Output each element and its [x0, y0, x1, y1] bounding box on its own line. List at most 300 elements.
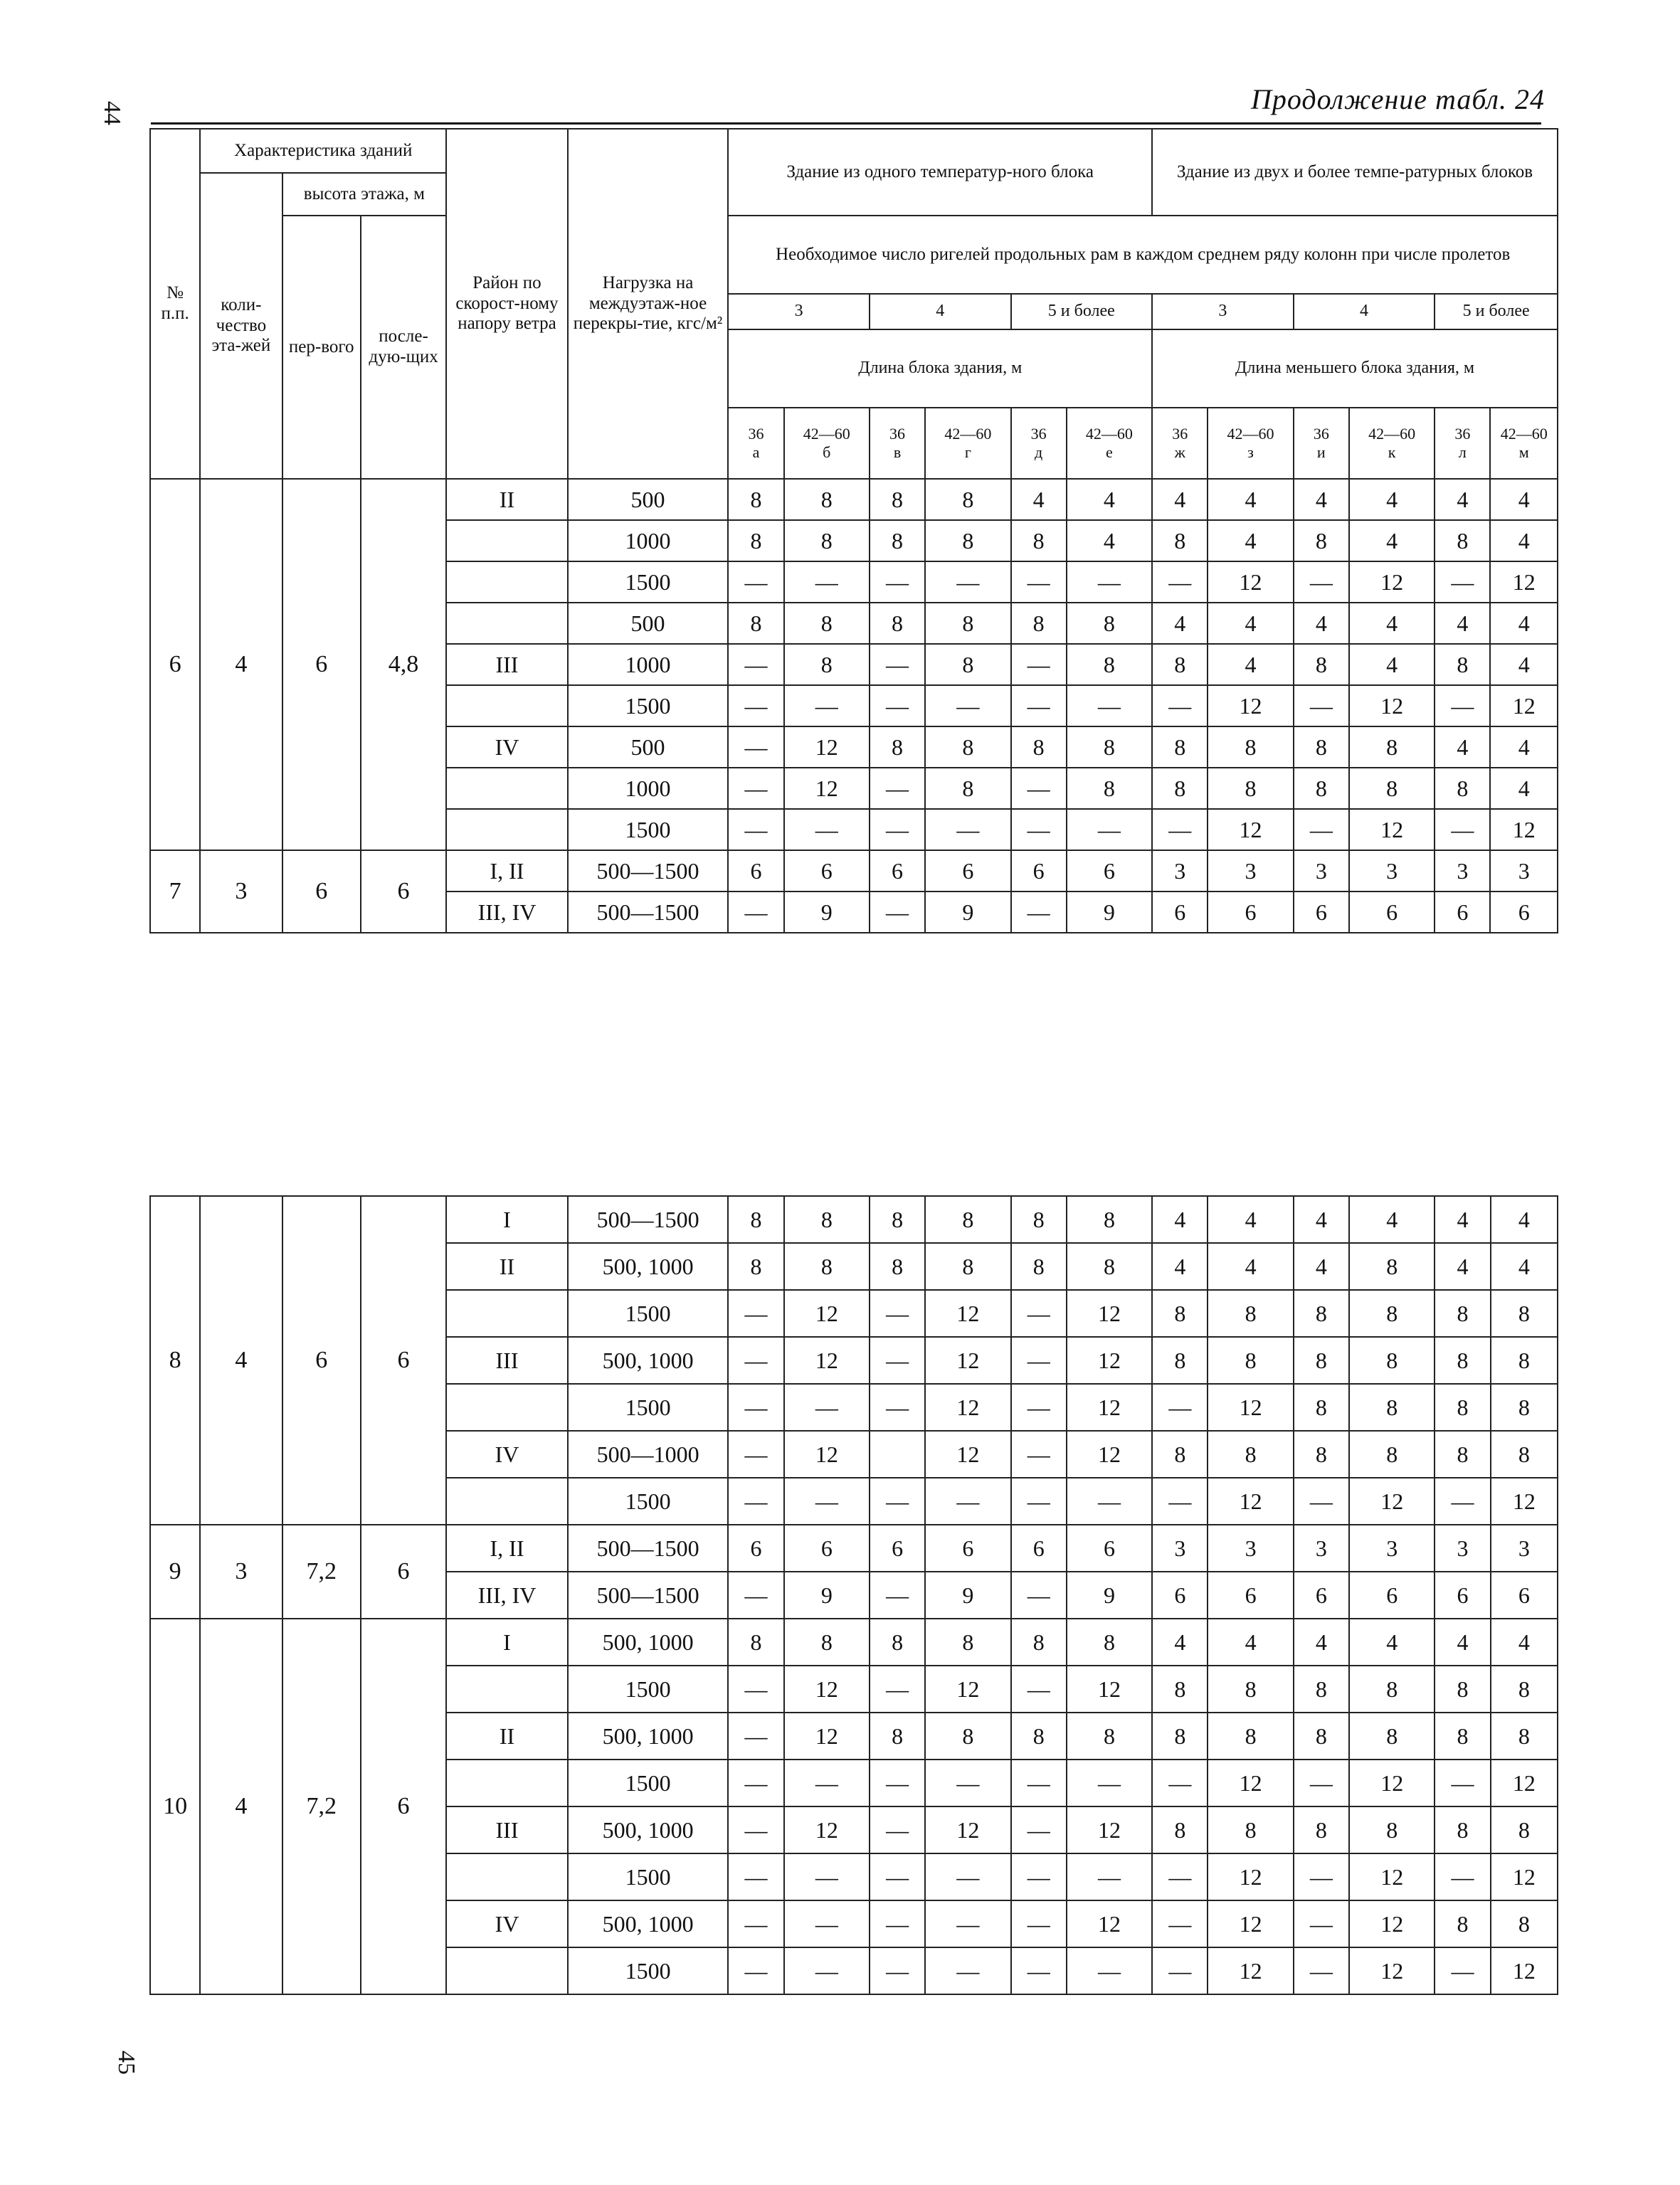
row-load: 1500: [568, 1290, 729, 1337]
header-block-length: Длина блока здания, м: [728, 329, 1152, 408]
row-floors: 4: [200, 1196, 282, 1525]
value-cell: 12: [784, 1666, 870, 1713]
row-region: III, IV: [446, 892, 568, 933]
value-cell: 4: [1294, 603, 1349, 644]
header-length: 36 д: [1011, 408, 1067, 479]
value-cell: 8: [1152, 520, 1208, 561]
value-cell: —: [870, 1337, 925, 1384]
row-first-height: 7,2: [282, 1525, 361, 1619]
value-cell: 4: [1208, 1196, 1293, 1243]
value-cell: —: [870, 1478, 925, 1525]
row-region: IV: [446, 1900, 568, 1947]
row-load: 1000: [568, 520, 729, 561]
value-cell: 8: [870, 1243, 925, 1290]
row-region: I, II: [446, 850, 568, 892]
value-cell: 8: [1208, 768, 1293, 809]
value-cell: —: [1011, 644, 1067, 685]
header-span: 4: [870, 294, 1011, 329]
value-cell: 8: [1294, 1337, 1349, 1384]
value-cell: 3: [1208, 850, 1293, 892]
row-region: [446, 520, 568, 561]
header-length: 42—60 г: [925, 408, 1010, 479]
value-cell: 8: [1349, 1384, 1435, 1431]
value-cell: 6: [1349, 892, 1435, 933]
value-cell: —: [1067, 1853, 1152, 1900]
value-cell: —: [1011, 1572, 1067, 1619]
value-cell: 8: [1011, 1243, 1067, 1290]
row-load: 1500: [568, 1947, 729, 1994]
value-cell: 3: [1491, 1525, 1558, 1572]
value-cell: —: [1152, 685, 1208, 726]
value-cell: —: [1152, 1900, 1208, 1947]
value-cell: 8: [728, 603, 783, 644]
row-region: I, II: [446, 1525, 568, 1572]
value-cell: —: [1294, 1947, 1349, 1994]
row-load: 500—1000: [568, 1431, 729, 1478]
header-length: 36 в: [870, 408, 925, 479]
value-cell: —: [1294, 1478, 1349, 1525]
row-load: 1000: [568, 768, 729, 809]
header-floors-count: коли-чество эта-жей: [200, 173, 282, 479]
value-cell: 8: [1294, 520, 1349, 561]
value-cell: —: [1067, 561, 1152, 603]
value-cell: 6: [1152, 1572, 1208, 1619]
page-number-bottom: 45: [113, 2051, 139, 2075]
value-cell: 4: [1490, 768, 1558, 809]
value-cell: 8: [1349, 1713, 1435, 1760]
value-cell: 4: [1491, 1243, 1558, 1290]
value-cell: —: [1011, 1900, 1067, 1947]
header-needed: Необходимое число ригелей продольных рам в каждом среднем ряду колонн при числе пролетов: [728, 216, 1558, 294]
value-cell: —: [925, 685, 1010, 726]
header-load: Нагрузка на междуэтаж-ное перекры-тие, кгс/м²: [568, 129, 729, 479]
value-cell: —: [1011, 1337, 1067, 1384]
value-cell: —: [1067, 1478, 1152, 1525]
header-length: 36 л: [1435, 408, 1490, 479]
row-first-height: 6: [282, 1196, 361, 1525]
value-cell: —: [1294, 1900, 1349, 1947]
value-cell: 8: [1491, 1384, 1558, 1431]
value-cell: 12: [784, 1713, 870, 1760]
value-cell: 4: [1152, 1243, 1208, 1290]
value-cell: —: [784, 1760, 870, 1806]
row-region: [446, 1853, 568, 1900]
value-cell: 12: [1208, 1760, 1293, 1806]
value-cell: —: [728, 726, 783, 768]
value-cell: 8: [728, 479, 783, 520]
value-cell: 4: [1435, 1196, 1490, 1243]
value-cell: —: [728, 1666, 783, 1713]
value-cell: 8: [1435, 1666, 1490, 1713]
row-load: 500, 1000: [568, 1243, 729, 1290]
value-cell: 12: [925, 1806, 1010, 1853]
value-cell: 8: [1011, 726, 1067, 768]
value-cell: 8: [925, 1713, 1010, 1760]
row-load: 500—1500: [568, 1196, 729, 1243]
row-load: 500—1500: [568, 892, 729, 933]
value-cell: 8: [1208, 1337, 1293, 1384]
value-cell: 8: [1294, 768, 1349, 809]
value-cell: 4: [1349, 603, 1435, 644]
row-num: 9: [150, 1525, 200, 1619]
value-cell: 8: [728, 520, 783, 561]
value-cell: 4: [1208, 1619, 1293, 1666]
value-cell: 6: [1011, 1525, 1067, 1572]
value-cell: —: [728, 561, 783, 603]
value-cell: 8: [925, 1196, 1010, 1243]
value-cell: —: [870, 768, 925, 809]
value-cell: 4: [1491, 1619, 1558, 1666]
value-cell: —: [925, 1760, 1010, 1806]
value-cell: —: [1011, 1384, 1067, 1431]
value-cell: 12: [1349, 809, 1435, 850]
header-span: 5 и более: [1011, 294, 1153, 329]
value-cell: [870, 1431, 925, 1478]
value-cell: 4: [1208, 479, 1293, 520]
value-cell: —: [1152, 1760, 1208, 1806]
value-cell: 4: [1067, 520, 1152, 561]
value-cell: —: [870, 1806, 925, 1853]
row-load: 1500: [568, 685, 729, 726]
value-cell: 8: [1067, 1619, 1152, 1666]
value-cell: 4: [1435, 1619, 1490, 1666]
value-cell: 6: [784, 850, 870, 892]
value-cell: 3: [1208, 1525, 1293, 1572]
value-cell: 8: [1294, 644, 1349, 685]
header-smaller-block-length: Длина меньшего блока здания, м: [1152, 329, 1558, 408]
value-cell: 8: [1491, 1806, 1558, 1853]
value-cell: 12: [1208, 1478, 1293, 1525]
value-cell: 8: [1491, 1713, 1558, 1760]
value-cell: 8: [1208, 726, 1293, 768]
header-num: № п.п.: [150, 129, 200, 479]
value-cell: —: [1067, 685, 1152, 726]
value-cell: —: [728, 1760, 783, 1806]
value-cell: 4: [1435, 1243, 1490, 1290]
value-cell: 12: [925, 1666, 1010, 1713]
value-cell: 8: [1491, 1431, 1558, 1478]
value-cell: 8: [1152, 1431, 1208, 1478]
row-region: IV: [446, 726, 568, 768]
value-cell: —: [870, 685, 925, 726]
value-cell: 4: [1011, 479, 1067, 520]
value-cell: —: [728, 1337, 783, 1384]
value-cell: —: [1435, 561, 1490, 603]
value-cell: 8: [1067, 1713, 1152, 1760]
row-region: [446, 768, 568, 809]
row-region: II: [446, 1243, 568, 1290]
value-cell: 8: [1152, 768, 1208, 809]
value-cell: 4: [1491, 1196, 1558, 1243]
value-cell: 8: [1208, 1431, 1293, 1478]
value-cell: 8: [870, 603, 925, 644]
value-cell: 8: [784, 644, 870, 685]
row-load: 500, 1000: [568, 1619, 729, 1666]
value-cell: 8: [870, 1196, 925, 1243]
value-cell: 8: [1067, 768, 1152, 809]
value-cell: 6: [1208, 1572, 1293, 1619]
value-cell: 8: [1435, 1431, 1490, 1478]
value-cell: —: [728, 1947, 783, 1994]
value-cell: 6: [925, 1525, 1010, 1572]
row-region: I: [446, 1196, 568, 1243]
header-first: пер-вого: [282, 216, 361, 479]
row-first-height: 6: [282, 850, 361, 933]
value-cell: 6: [1491, 1572, 1558, 1619]
row-region: [446, 1478, 568, 1525]
value-cell: 4: [1294, 479, 1349, 520]
value-cell: 8: [1294, 726, 1349, 768]
value-cell: 8: [1435, 1900, 1490, 1947]
value-cell: 8: [925, 726, 1010, 768]
value-cell: 8: [1435, 520, 1490, 561]
value-cell: 4: [1435, 603, 1490, 644]
row-num: 6: [150, 479, 200, 850]
row-num: 8: [150, 1196, 200, 1525]
row-num: 10: [150, 1619, 200, 1994]
value-cell: 12: [1490, 561, 1558, 603]
header-span: 3: [1152, 294, 1294, 329]
header-one-block: Здание из одного температур-ного блока: [728, 129, 1152, 216]
table-part-1: [149, 128, 1558, 933]
value-cell: 12: [1349, 1900, 1435, 1947]
row-first-height: 7,2: [282, 1619, 361, 1994]
value-cell: —: [870, 561, 925, 603]
row-next-height: 4,8: [361, 479, 446, 850]
value-cell: —: [1435, 685, 1490, 726]
value-cell: —: [1011, 561, 1067, 603]
value-cell: —: [728, 1572, 783, 1619]
row-next-height: 6: [361, 1619, 446, 1994]
value-cell: —: [1152, 1478, 1208, 1525]
header-wind-region: Район по скорост-ному напору ветра: [446, 129, 568, 479]
value-cell: 4: [1208, 603, 1293, 644]
value-cell: 12: [1491, 1947, 1558, 1994]
value-cell: 6: [1294, 1572, 1349, 1619]
value-cell: 4: [1208, 520, 1293, 561]
value-cell: —: [728, 1900, 783, 1947]
row-load: 500—1500: [568, 850, 729, 892]
row-load: 500, 1000: [568, 1337, 729, 1384]
value-cell: —: [1011, 1290, 1067, 1337]
value-cell: 8: [784, 1243, 870, 1290]
row-region: [446, 603, 568, 644]
value-cell: —: [1152, 809, 1208, 850]
value-cell: 9: [784, 1572, 870, 1619]
value-cell: 6: [1435, 1572, 1490, 1619]
row-region: [446, 561, 568, 603]
value-cell: —: [1067, 1760, 1152, 1806]
value-cell: 8: [1152, 1290, 1208, 1337]
value-cell: 8: [1067, 1196, 1152, 1243]
value-cell: 6: [1152, 892, 1208, 933]
value-cell: 8: [1208, 1666, 1293, 1713]
value-cell: 12: [784, 726, 870, 768]
value-cell: —: [1294, 685, 1349, 726]
value-cell: 4: [1208, 1243, 1293, 1290]
value-cell: —: [925, 809, 1010, 850]
row-load: 1500: [568, 809, 729, 850]
value-cell: 4: [1435, 479, 1490, 520]
value-cell: 8: [1491, 1337, 1558, 1384]
value-cell: 3: [1435, 850, 1490, 892]
table-row: [150, 479, 1558, 520]
value-cell: 3: [1152, 1525, 1208, 1572]
header-characteristic: Характеристика зданий: [200, 129, 446, 173]
value-cell: 8: [1349, 1290, 1435, 1337]
value-cell: 12: [1349, 685, 1435, 726]
value-cell: —: [728, 1431, 783, 1478]
value-cell: 8: [1435, 1290, 1490, 1337]
row-region: [446, 1760, 568, 1806]
value-cell: 8: [1208, 1290, 1293, 1337]
header-two-blocks: Здание из двух и более темпе-ратурных блоков: [1152, 129, 1558, 216]
value-cell: —: [870, 892, 925, 933]
value-cell: 4: [1349, 644, 1435, 685]
value-cell: 12: [1067, 1384, 1152, 1431]
value-cell: 8: [1011, 1196, 1067, 1243]
table-part-2: [149, 1195, 1558, 1995]
table-row: [150, 1619, 1558, 1666]
value-cell: —: [870, 644, 925, 685]
value-cell: 8: [1349, 1243, 1435, 1290]
value-cell: 12: [1491, 1478, 1558, 1525]
header-length: 42—60 к: [1349, 408, 1435, 479]
value-cell: 8: [870, 726, 925, 768]
row-load: 1500: [568, 561, 729, 603]
row-region: [446, 1290, 568, 1337]
row-load: 1500: [568, 1384, 729, 1431]
table-row: [150, 1196, 1558, 1243]
row-region: III, IV: [446, 1572, 568, 1619]
value-cell: 12: [1490, 809, 1558, 850]
value-cell: 6: [728, 850, 783, 892]
value-cell: 6: [784, 1525, 870, 1572]
row-next-height: 6: [361, 1525, 446, 1619]
value-cell: 12: [1208, 1947, 1293, 1994]
value-cell: 8: [1294, 1290, 1349, 1337]
value-cell: —: [1011, 1853, 1067, 1900]
header-floor-height: высота этажа, м: [282, 173, 447, 216]
value-cell: 8: [1349, 1337, 1435, 1384]
value-cell: 12: [1067, 1900, 1152, 1947]
value-cell: —: [925, 1478, 1010, 1525]
row-load: 500, 1000: [568, 1900, 729, 1947]
value-cell: 4: [1152, 1196, 1208, 1243]
value-cell: —: [1011, 1947, 1067, 1994]
value-cell: —: [1011, 1760, 1067, 1806]
page-number-top: 44: [99, 101, 125, 125]
row-load: 1500: [568, 1666, 729, 1713]
value-cell: —: [925, 1947, 1010, 1994]
value-cell: 8: [1208, 1713, 1293, 1760]
value-cell: 4: [1152, 479, 1208, 520]
row-first-height: 6: [282, 479, 361, 850]
row-load: 500—1500: [568, 1525, 729, 1572]
value-cell: 8: [925, 520, 1010, 561]
value-cell: 4: [1067, 479, 1152, 520]
value-cell: 4: [1349, 520, 1435, 561]
value-cell: 8: [1435, 1337, 1490, 1384]
row-next-height: 6: [361, 1196, 446, 1525]
value-cell: 6: [728, 1525, 783, 1572]
value-cell: 8: [784, 520, 870, 561]
value-cell: 12: [1349, 1853, 1435, 1900]
header-length: 42—60 е: [1067, 408, 1152, 479]
value-cell: —: [728, 768, 783, 809]
value-cell: 8: [1349, 726, 1435, 768]
value-cell: —: [1067, 809, 1152, 850]
value-cell: 4: [1349, 1619, 1435, 1666]
value-cell: 8: [1435, 1806, 1490, 1853]
value-cell: 8: [870, 520, 925, 561]
value-cell: —: [728, 1806, 783, 1853]
table-caption: Продолжение табл. 24: [1250, 83, 1545, 115]
value-cell: 8: [1349, 1431, 1435, 1478]
value-cell: 8: [1011, 520, 1067, 561]
value-cell: 8: [1349, 1806, 1435, 1853]
value-cell: 6: [925, 850, 1010, 892]
value-cell: —: [1067, 1947, 1152, 1994]
value-cell: 8: [1491, 1900, 1558, 1947]
value-cell: 6: [870, 1525, 925, 1572]
value-cell: 8: [1152, 1666, 1208, 1713]
header-length: 42—60 б: [784, 408, 870, 479]
value-cell: 8: [925, 644, 1010, 685]
value-cell: 8: [870, 1619, 925, 1666]
value-cell: 8: [925, 1619, 1010, 1666]
row-load: 500, 1000: [568, 1806, 729, 1853]
value-cell: —: [728, 644, 783, 685]
value-cell: —: [784, 1900, 870, 1947]
value-cell: —: [870, 1666, 925, 1713]
value-cell: 8: [784, 603, 870, 644]
value-cell: —: [870, 1900, 925, 1947]
value-cell: 12: [1208, 1853, 1293, 1900]
row-region: [446, 1384, 568, 1431]
value-cell: —: [1011, 1431, 1067, 1478]
value-cell: 12: [1208, 1900, 1293, 1947]
value-cell: 12: [784, 1290, 870, 1337]
value-cell: —: [728, 1713, 783, 1760]
value-cell: —: [925, 1900, 1010, 1947]
value-cell: 12: [1349, 1478, 1435, 1525]
top-rule: [151, 122, 1541, 125]
value-cell: —: [870, 1290, 925, 1337]
row-load: 1500: [568, 1478, 729, 1525]
value-cell: —: [784, 1384, 870, 1431]
value-cell: 12: [1208, 809, 1293, 850]
value-cell: 8: [784, 1619, 870, 1666]
value-cell: —: [1152, 1853, 1208, 1900]
header-subsequent: после-дую-щих: [361, 216, 446, 479]
value-cell: —: [1294, 809, 1349, 850]
value-cell: —: [728, 685, 783, 726]
value-cell: 12: [1491, 1760, 1558, 1806]
value-cell: —: [870, 1572, 925, 1619]
value-cell: 6: [1490, 892, 1558, 933]
value-cell: 12: [925, 1337, 1010, 1384]
value-cell: —: [1435, 809, 1490, 850]
value-cell: —: [1011, 1478, 1067, 1525]
row-region: IV: [446, 1431, 568, 1478]
value-cell: 4: [1490, 520, 1558, 561]
value-cell: —: [870, 1384, 925, 1431]
value-cell: 4: [1152, 1619, 1208, 1666]
table-row: [150, 1525, 1558, 1572]
table-row: [150, 850, 1558, 892]
value-cell: 12: [925, 1384, 1010, 1431]
